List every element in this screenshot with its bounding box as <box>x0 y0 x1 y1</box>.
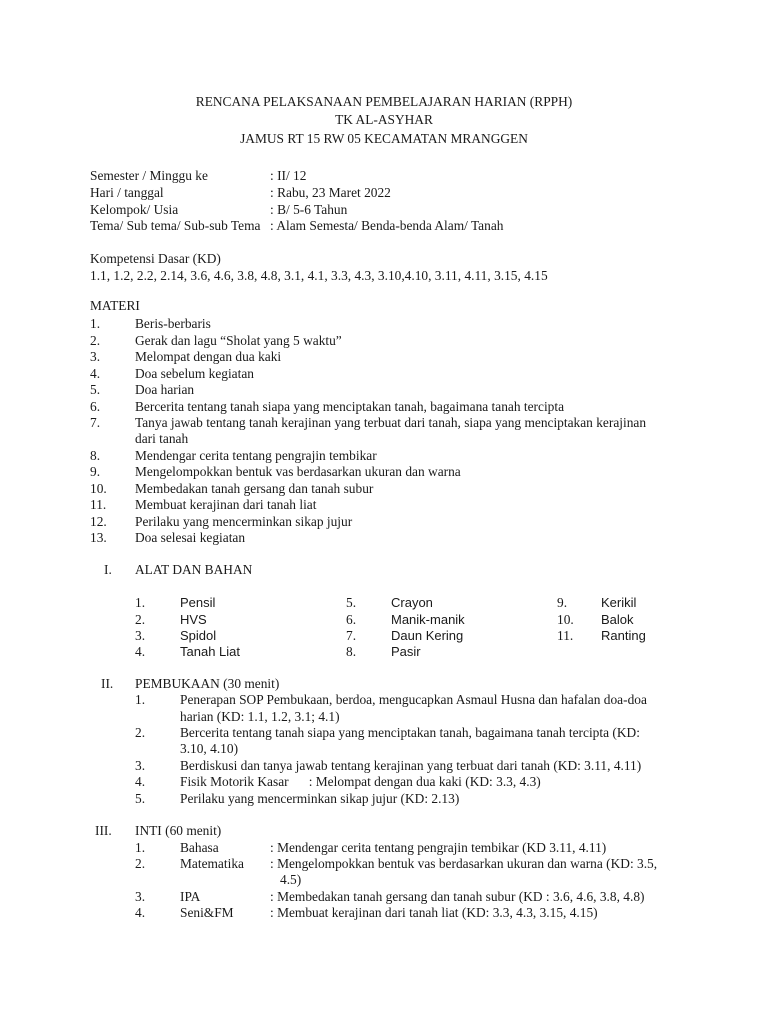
list-item-number: 9. <box>557 595 568 610</box>
list-item: Fisik Motorik Kasar : Melompat dengan dua kaki (KD: 3.3, 4.3) <box>180 774 541 789</box>
list-item: Spidol <box>180 628 217 643</box>
list-item-number: 2. <box>90 333 101 348</box>
list-item-number: 4. <box>135 644 146 659</box>
list-item: HVS <box>180 612 207 627</box>
list-item: : Membuat kerajinan dari tanah liat (KD: 3.3, 4.3, 3.15, 4.15) <box>270 905 598 920</box>
list-item-number: 1. <box>135 840 146 855</box>
list-item-number: 5. <box>346 595 357 610</box>
list-item-number: 10. <box>90 481 107 496</box>
list-item: Mendengar cerita tentang pengrajin tembikar <box>135 448 377 463</box>
date-value: : Rabu, 23 Maret 2022 <box>270 185 391 200</box>
list-item: Bercerita tentang tanah siapa yang menciptakan tanah, bagaimana tanah tercipta (KD: <box>180 725 640 740</box>
list-item-number: 10. <box>557 612 574 627</box>
list-item: Crayon <box>391 595 433 610</box>
list-item: Balok <box>601 612 634 627</box>
semester-label: Semester / Minggu ke <box>90 168 208 183</box>
list-item-number: 2. <box>135 725 146 740</box>
list-item-number: 8. <box>346 644 357 659</box>
list-item-number: 3. <box>90 349 101 364</box>
list-item-continuation: dari tanah <box>135 431 189 446</box>
list-item: Membuat kerajinan dari tanah liat <box>135 497 317 512</box>
theme-value: : Alam Semesta/ Benda-benda Alam/ Tanah <box>270 218 504 233</box>
list-item-continuation: 4.5) <box>280 872 302 887</box>
list-item-number: 3. <box>135 889 146 904</box>
kd-title: Kompetensi Dasar (KD) <box>90 251 221 266</box>
section-title-inti: INTI (60 menit) <box>135 823 222 838</box>
list-item-continuation: harian (KD: 1.1, 1.2, 3.1; 4.1) <box>180 709 340 724</box>
list-item: Doa harian <box>135 382 195 397</box>
list-item-number: 9. <box>90 464 101 479</box>
list-item: Penerapan SOP Pembukaan, berdoa, mengucapkan Asmaul Husna dan hafalan doa-doa <box>180 692 647 707</box>
list-item-number: 1. <box>135 595 146 610</box>
section-title-alat: ALAT DAN BAHAN <box>135 562 253 577</box>
school-name: TK AL-ASYHAR <box>335 112 433 127</box>
list-item-number: 5. <box>90 382 101 397</box>
list-item-number: 4. <box>135 774 146 789</box>
list-item-number: 13. <box>90 530 107 545</box>
list-item-number: 12. <box>90 514 107 529</box>
list-item-number: 4. <box>135 905 146 920</box>
list-item: Doa selesai kegiatan <box>135 530 246 545</box>
list-item-number: 7. <box>346 628 357 643</box>
list-item-number: 6. <box>346 612 357 627</box>
list-item-number: 4. <box>90 366 101 381</box>
list-item: Daun Kering <box>391 628 464 643</box>
list-item: Pensil <box>180 595 216 610</box>
theme-label: Tema/ Sub tema/ Sub-sub Tema <box>90 218 261 233</box>
list-item: Perilaku yang mencerminkan sikap jujur (KD: 2.13) <box>180 791 460 806</box>
list-item: Bercerita tentang tanah siapa yang menciptakan tanah, bagaimana tanah tercipta <box>135 399 565 414</box>
list-item-number: 7. <box>90 415 101 430</box>
list-item: Mengelompokkan bentuk vas berdasarkan ukuran dan warna <box>135 464 461 479</box>
materi-title: MATERI <box>90 298 140 313</box>
school-address: JAMUS RT 15 RW 05 KECAMATAN MRANGGEN <box>240 131 528 146</box>
subject-label: Seni&FM <box>180 905 234 920</box>
section-number: I. <box>104 562 112 577</box>
section-title-pembukaan: PEMBUKAAN (30 menit) <box>135 676 280 691</box>
list-item-number: 11. <box>90 497 107 512</box>
group-value: : B/ 5-6 Tahun <box>270 202 348 217</box>
list-item: : Membedakan tanah gersang dan tanah subur (KD : 3.6, 4.6, 3.8, 4.8) <box>270 889 645 904</box>
list-item: Kerikil <box>601 595 637 610</box>
list-item-number: 3. <box>135 758 146 773</box>
list-item: Melompat dengan dua kaki <box>135 349 282 364</box>
list-item: Beris-berbaris <box>135 316 211 331</box>
list-item: Pasir <box>391 644 421 659</box>
list-item-number: 1. <box>90 316 101 331</box>
list-item: Tanya jawab tentang tanah kerajinan yang terbuat dari tanah, siapa yang menciptakan kerajinan <box>135 415 647 430</box>
kd-values: 1.1, 1.2, 2.2, 2.14, 3.6, 4.6, 3.8, 4.8, 3.1, 4.1, 3.3, 4.3, 3.10,4.10, 3.11, 4.11, 3.15, 4.15 <box>90 268 548 283</box>
list-item: Doa sebelum kegiatan <box>135 366 254 381</box>
list-item: Berdiskusi dan tanya jawab tentang kerajinan yang terbuat dari tanah (KD: 3.11, 4.11) <box>180 758 642 773</box>
list-item: Tanah Liat <box>180 644 240 659</box>
list-item: Manik-manik <box>391 612 465 627</box>
subject-label: Matematika <box>180 856 244 871</box>
list-item: Ranting <box>601 628 646 643</box>
list-item-number: 1. <box>135 692 146 707</box>
group-label: Kelompok/ Usia <box>90 202 179 217</box>
list-item: : Mendengar cerita tentang pengrajin tembikar (KD 3.11, 4.11) <box>270 840 607 855</box>
subject-label: IPA <box>180 889 201 904</box>
list-item: Gerak dan lagu “Sholat yang 5 waktu” <box>135 333 342 348</box>
list-item-number: 5. <box>135 791 146 806</box>
list-item-number: 11. <box>557 628 574 643</box>
list-item-number: 3. <box>135 628 146 643</box>
section-number: III. <box>95 823 112 838</box>
list-item-number: 2. <box>135 612 146 627</box>
list-item: Membedakan tanah gersang dan tanah subur <box>135 481 374 496</box>
list-item: : Mengelompokkan bentuk vas berdasarkan ukuran dan warna (KD: 3.5, <box>270 856 658 871</box>
list-item-number: 2. <box>135 856 146 871</box>
list-item-number: 8. <box>90 448 101 463</box>
list-item-number: 6. <box>90 399 101 414</box>
subject-label: Bahasa <box>180 840 219 855</box>
list-item: Perilaku yang mencerminkan sikap jujur <box>135 514 353 529</box>
date-label: Hari / tanggal <box>90 185 164 200</box>
section-number: II. <box>101 676 114 691</box>
semester-value: : II/ 12 <box>270 168 307 183</box>
doc-title: RENCANA PELAKSANAAN PEMBELAJARAN HARIAN (RPPH) <box>195 94 573 109</box>
list-item-continuation: 3.10, 4.10) <box>180 741 239 756</box>
